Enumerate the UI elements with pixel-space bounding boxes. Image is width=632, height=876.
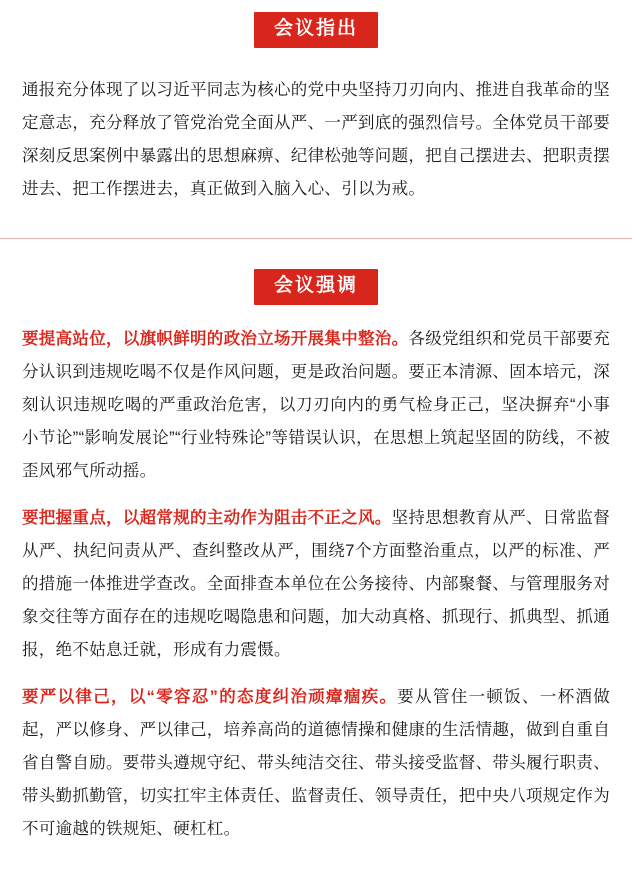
section-badge-row (0, 0, 632, 48)
paragraph-lead: 要把握重点，以超常规的主动作为阻击不正之风。 (22, 508, 392, 527)
paragraph-text: 坚持思想教育从严、日常监督从严、执纪问责从严、查纠整改从严，围绕7个方面整治重点，以严的标准、严的措施一体推进学查改。全面排查本单位在公务接待、内部聚餐、与管理服务对象交往等方面存在的违规吃喝隐患和问题，加大动真格、抓现行、抓典型、抓通报，绝不姑息迁就，形成有力震慑。 (22, 508, 611, 659)
paragraph-text: 要从管住一顿饭、一杯酒做起，严以修身、严以律己，培养高尚的道德情操和健康的生活情趣，做到自重自省自警自励。要带头遵规守纪、带头纯洁交往、带头接受监督、带头履行职责、带头勤抓勤管，切实扛牢主体责任、监督责任、领导责任，把中央八项规定作为不可逾越的铁规矩、硬杠杠。 (22, 687, 610, 838)
section-badge-meeting-emphasis: 会议强调 (254, 269, 378, 305)
section-meeting-emphasis (0, 239, 632, 846)
paragraph-lead: 要严以律己，以“零容忍”的态度纠治顽瘴痼疾。 (22, 687, 398, 706)
paragraph (0, 323, 632, 488)
paragraph-text: 通报充分体现了以习近平同志为核心的党中央坚持刀刃向内、推进自我革命的坚定意志，充分释放了管党治党全面从严、一严到底的强烈信号。全体党员干部要深刻反思案例中暴露出的思想麻痹、纪律松弛等问题，把自己摆进去、把职责摆进去、把工作摆进去，真正做到入脑入心、引以为戒。 (22, 80, 610, 198)
section-badge-meeting-points: 会议指出 (254, 12, 378, 48)
paragraph (0, 681, 632, 846)
paragraph-text: 各级党组织和党员干部要充分认识到违规吃喝不仅是作风问题，更是政治问题。要正本清源、固本培元，深刻认识违规吃喝的严重政治危害，以刀刃向内的勇气检身正己，坚决摒弃“小事小节论”“影响发展论”“行业特殊论”等错误认识，在思想上筑起坚固的防线，不被歪风邪气所动摇。 (22, 329, 611, 480)
section-meeting-points (0, 0, 632, 239)
paragraph (0, 502, 632, 667)
paragraph-lead: 要提高站位，以旗帜鲜明的政治立场开展集中整治。 (22, 329, 409, 348)
section-badge-row (0, 239, 632, 323)
